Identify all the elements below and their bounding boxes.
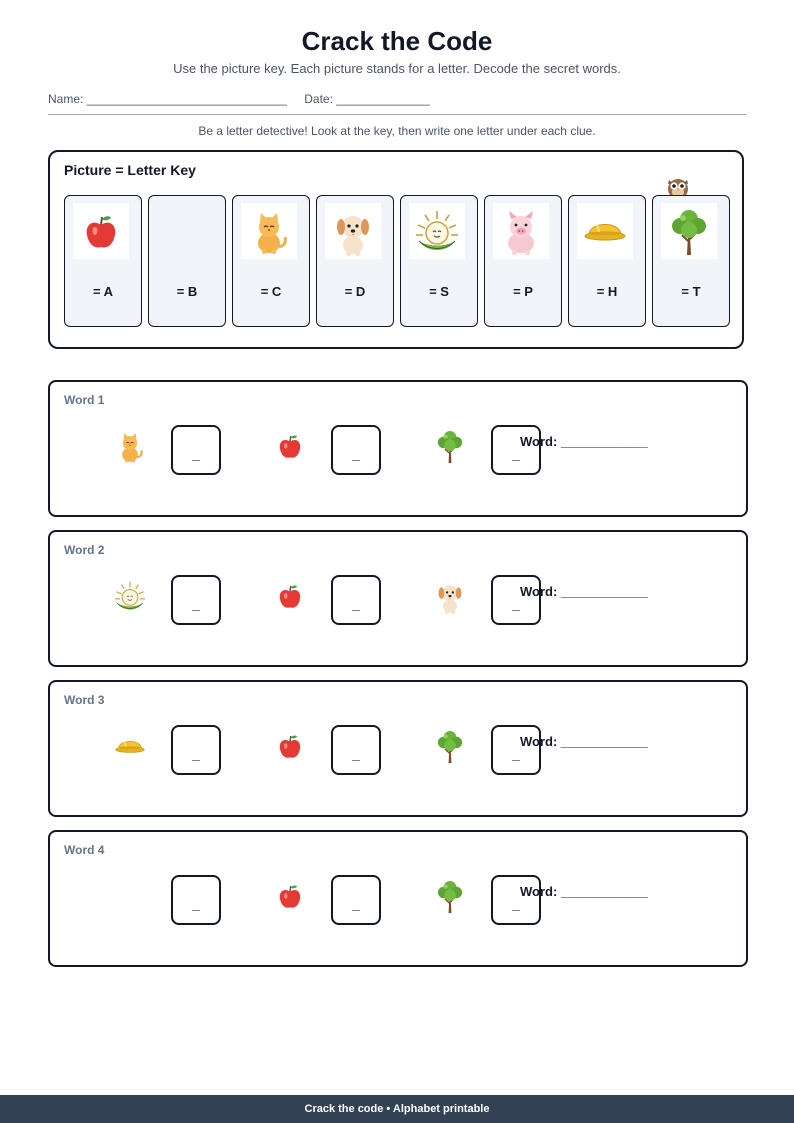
apple-icon [73,203,129,259]
tree-icon [661,203,717,259]
answer-box[interactable] [171,425,221,475]
key-card [568,195,646,327]
page-title: Crack the Code [301,26,493,56]
cat-icon [110,424,150,468]
answer-box[interactable] [491,725,541,775]
answer-blank: _ [512,895,520,911]
answer-blank: _ [512,745,520,761]
apple-icon [270,874,310,918]
key-letter: = P [513,284,533,299]
word-answer-line[interactable]: Word: ____________ [520,734,648,749]
footer: Crack the code • Alphabet printable [0,1095,794,1123]
answer-blank: _ [512,445,520,461]
answer-box[interactable] [331,575,381,625]
tree-icon [430,874,470,918]
word-panel [48,680,748,817]
answer-box[interactable] [171,725,221,775]
apple-icon [270,574,310,618]
key-letter: = D [344,284,366,299]
pig-icon [493,203,549,259]
answer-blank: _ [352,595,360,611]
answer-box[interactable] [491,875,541,925]
hat-icon [577,203,633,259]
word-answer-line[interactable]: Word: ____________ [520,884,648,899]
picture-key-panel [48,150,744,349]
key-card [652,195,730,327]
word-label: Word 4 [64,843,105,857]
key-card [484,195,562,327]
word-panel [48,830,748,967]
key-card [400,195,478,327]
answer-box[interactable] [331,875,381,925]
word-label: Word 3 [64,693,105,707]
key-letter: = B [176,284,198,299]
key-card [64,195,142,327]
key-card [148,195,226,327]
word-answer-line[interactable]: Word: ____________ [520,584,648,599]
key-letter: = S [429,284,449,299]
apple-icon [270,424,310,468]
dog-icon [430,574,470,618]
answer-blank: _ [512,595,520,611]
key-letter: = T [681,284,701,299]
key-letter: = C [260,284,282,299]
page-subtitle: Use the picture key. Each picture stands for a letter. Decode the secret words. [173,61,621,76]
answer-box[interactable] [171,875,221,925]
word-label: Word 1 [64,393,105,407]
answer-blank: _ [352,895,360,911]
tree-icon [430,724,470,768]
answer-blank: _ [192,445,200,461]
date-field[interactable]: Date: ______________ [304,92,430,106]
tree-icon [430,424,470,468]
key-letter: = H [596,284,618,299]
name-date-line [48,92,430,106]
word-panel [48,380,748,517]
sun-icon [110,574,150,618]
answer-blank: _ [192,745,200,761]
apple-icon [270,724,310,768]
answer-box[interactable] [491,575,541,625]
blank-clue [110,874,150,918]
answer-blank: _ [192,895,200,911]
answer-box[interactable] [171,575,221,625]
name-field[interactable]: Name: ______________________________ [48,92,287,106]
key-card [232,195,310,327]
cat-icon [241,203,297,259]
key-card [316,195,394,327]
instruction-text: Be a letter detective! Look at the key, then write one letter under each clue. [198,124,596,138]
word-answer-line[interactable]: Word: ____________ [520,434,648,449]
blank-picture [157,203,213,259]
sun-icon [409,203,465,259]
answer-box[interactable] [331,725,381,775]
key-letter: = A [92,284,114,299]
answer-blank: _ [352,745,360,761]
key-title: Picture = Letter Key [64,162,196,178]
word-label: Word 2 [64,543,105,557]
word-panel [48,530,748,667]
divider [48,114,746,115]
answer-blank: _ [352,445,360,461]
answer-box[interactable] [491,425,541,475]
answer-blank: _ [192,595,200,611]
dog-icon [325,203,381,259]
hat-icon [110,724,150,768]
answer-box[interactable] [331,425,381,475]
